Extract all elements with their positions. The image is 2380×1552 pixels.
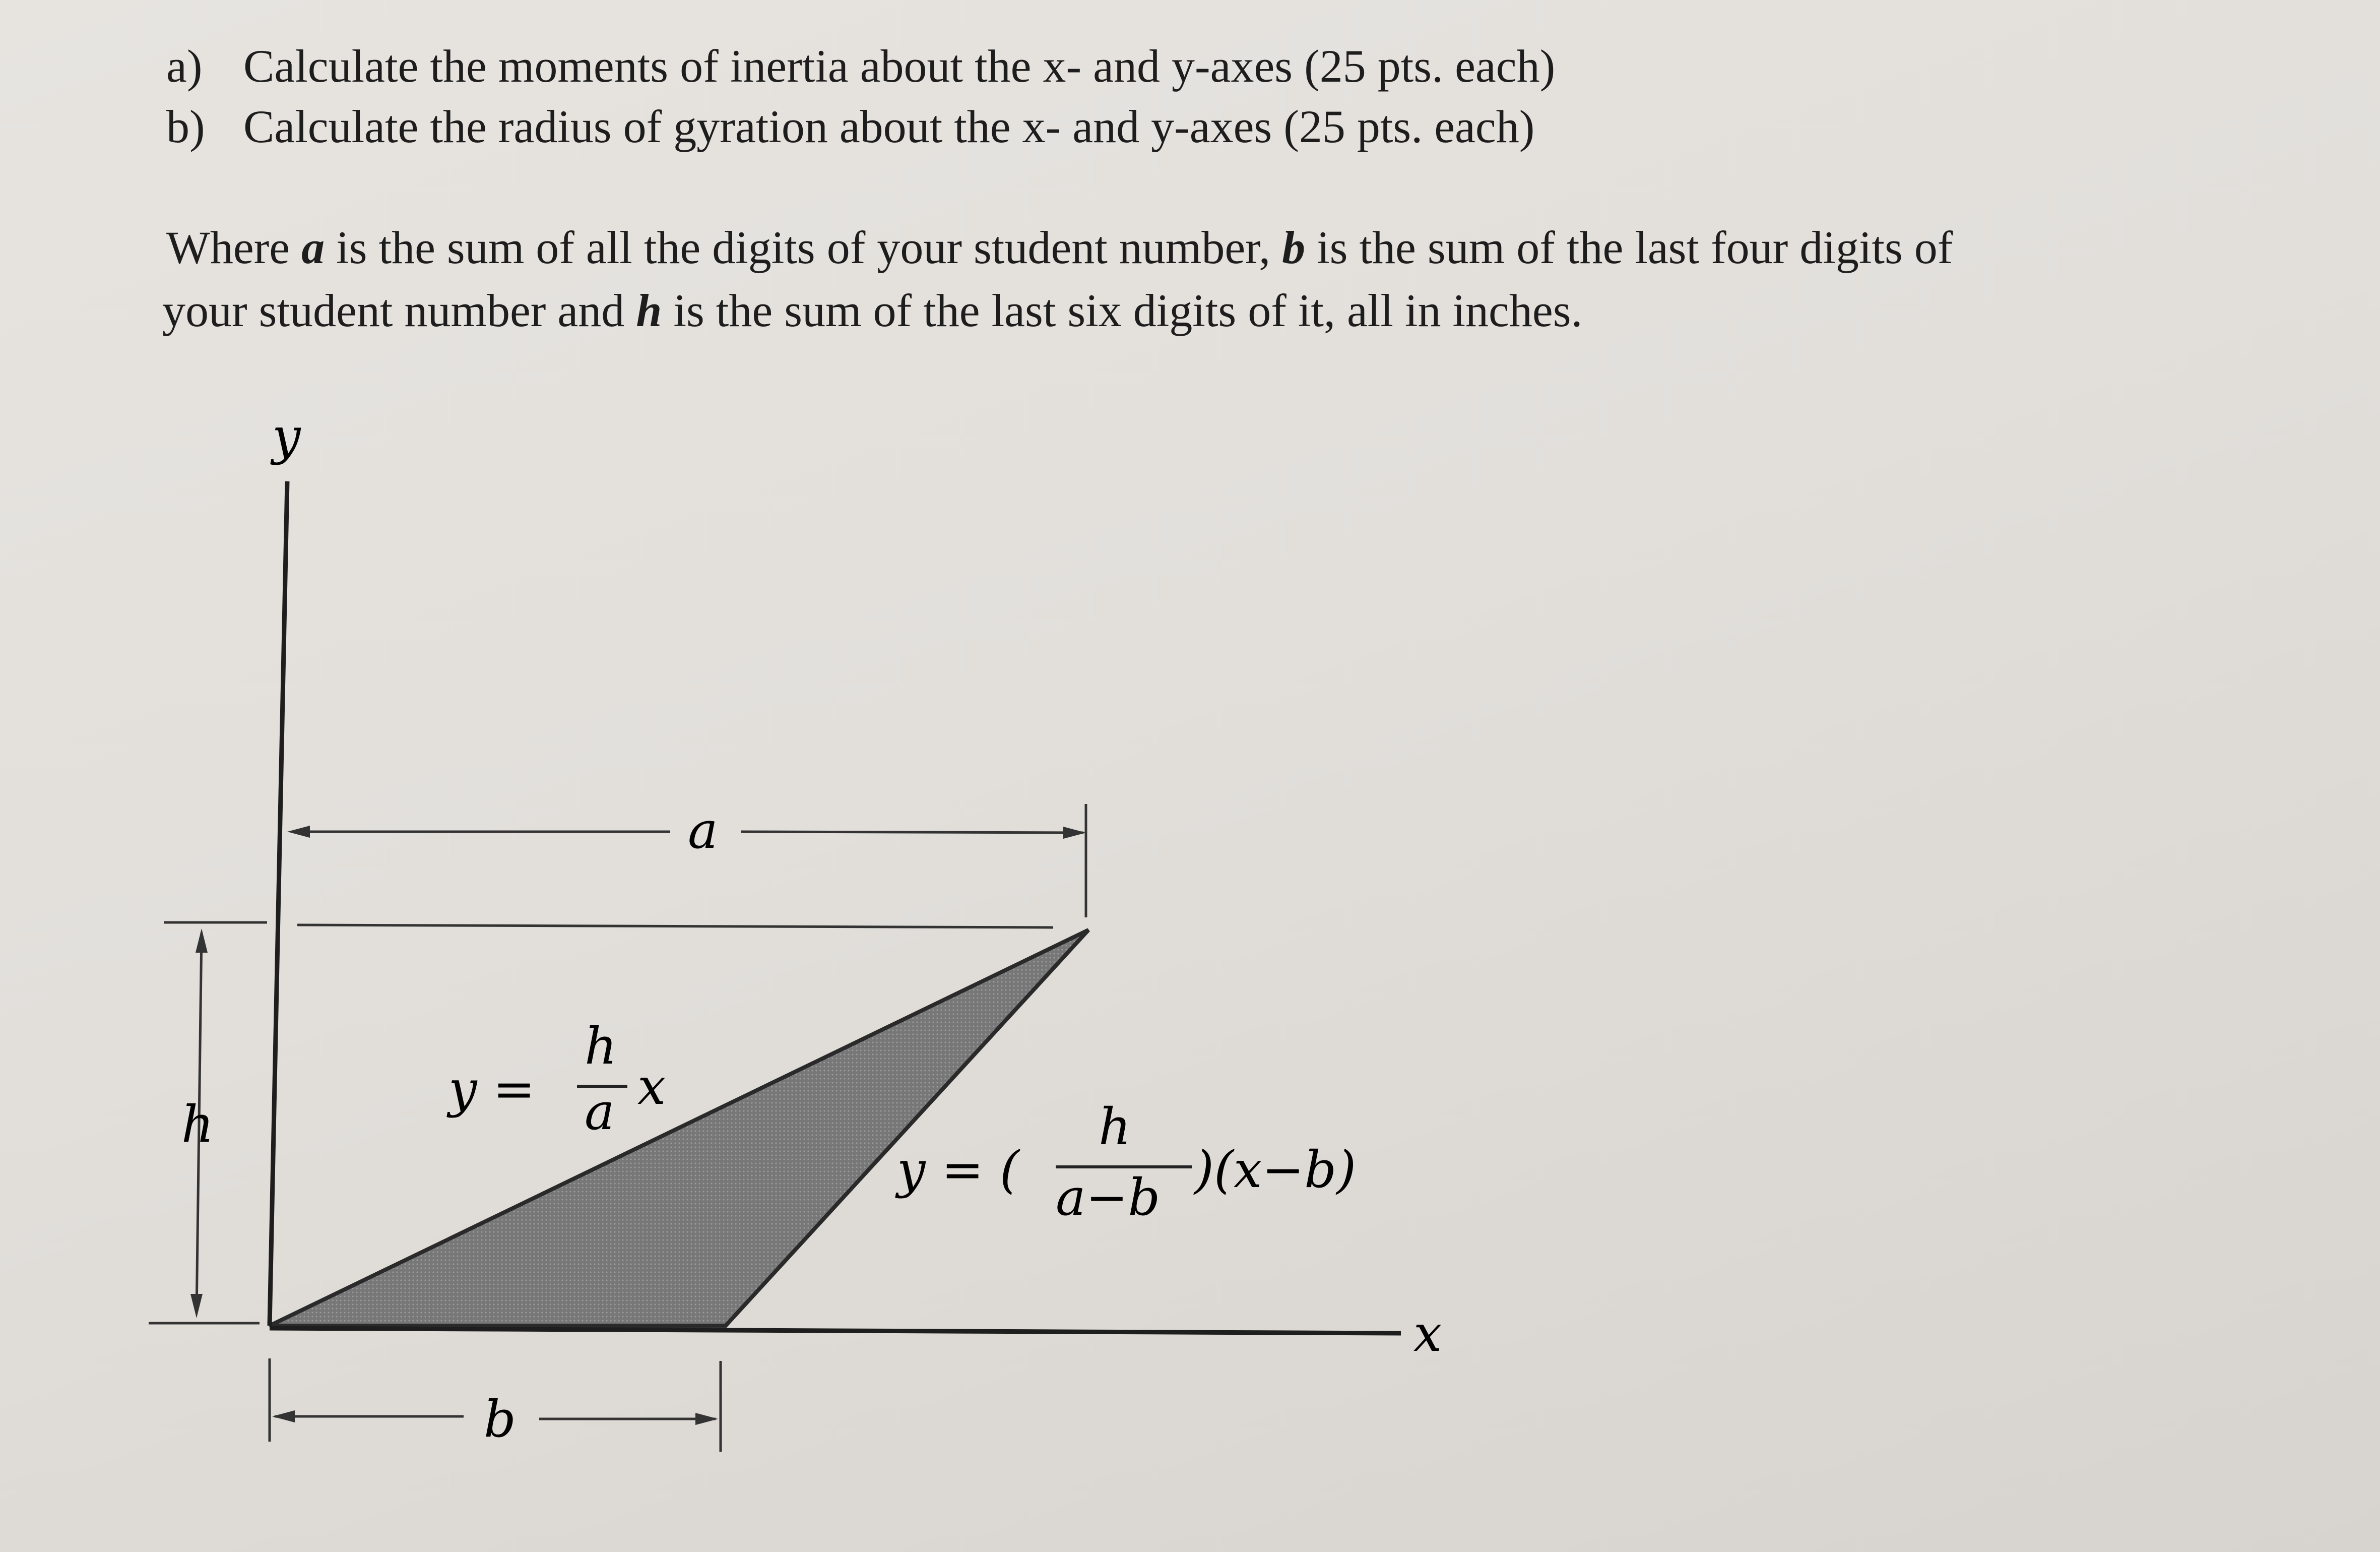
x-axis-label: x [1413,1304,1442,1363]
question-b-text: Calculate the radius of gyration about the x- and y-axes (25 pts. each) [243,101,1535,152]
dim-h-arrow-bottom [190,1294,203,1318]
svg-text:y = (: y = ( [897,1140,1019,1199]
question-a-text: Calculate the moments of inertia about the x- and y-axes (25 pts. each) [243,40,1556,92]
dim-h-label: h [181,1095,214,1154]
dim-b-arrow-right [695,1413,718,1425]
svg-text:a−b: a−b [1056,1168,1161,1227]
equation-right-edge [895,1097,1356,1227]
definition-line-1: Where a is the sum of all the digits of your student number, b is the sum of the last four digits of [166,222,1953,273]
dim-h-arrow-top [196,928,208,953]
x-axis [270,1328,1401,1333]
svg-text:a: a [585,1082,615,1141]
dim-b-arrow-left [272,1410,295,1422]
dim-a-arrow-left [287,826,310,838]
y-axis-label: y [272,407,301,466]
var-h: h [636,285,662,336]
var-a: a [301,222,325,273]
dim-a-label: a [688,801,718,860]
dim-a-line-right [741,832,1083,833]
svg-text:y =: y = [448,1060,536,1119]
equation-left-edge [446,1017,666,1141]
svg-text:)(x−b): )(x−b) [1194,1140,1357,1199]
top-reference-line [297,925,1053,927]
definition-line-2: your student number and h is the sum of the last six digits of it, all in inches. [162,285,1583,336]
svg-text:x: x [637,1057,666,1116]
svg-text:h: h [585,1017,617,1076]
question-a-label: a) [166,40,203,92]
y-axis [270,481,287,1326]
var-b: b [1282,222,1306,273]
svg-text:h: h [1099,1097,1131,1156]
shaded-triangle [270,930,1088,1326]
dim-a-arrow-right [1063,827,1086,839]
dim-b-label: b [484,1390,517,1449]
question-b-label: b) [166,101,205,152]
